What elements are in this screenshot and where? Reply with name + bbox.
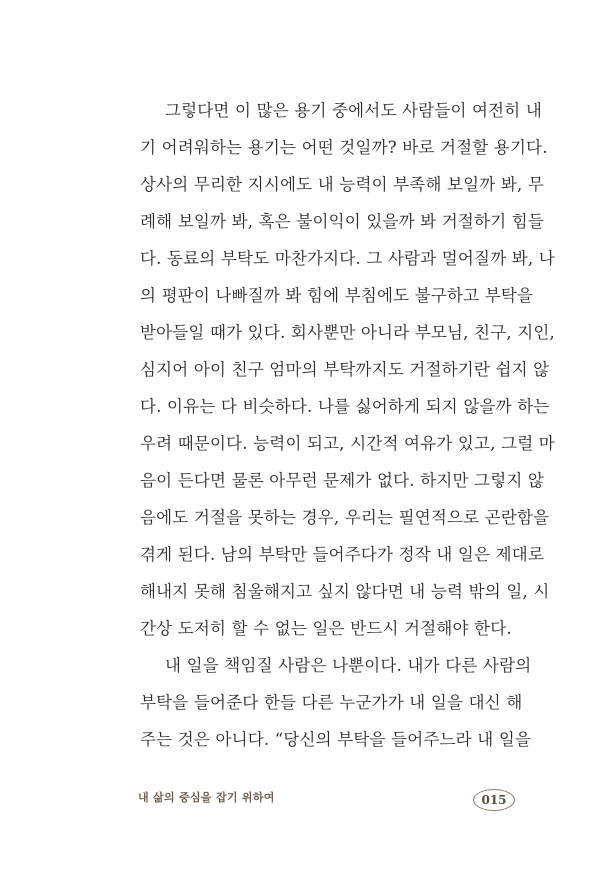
paragraph-2-line-2: 부탁을 들어준다 한들 다른 누군가가 내 일을 대신 해 <box>140 693 523 712</box>
paragraph-2-line-1: 내 일을 책임질 사람은 나뿐이다. 내가 다른 사람의 <box>165 656 532 675</box>
paragraph-1-line-11: 음이 든다면 물론 아무런 문제가 없다. 하지만 그렇지 않 <box>140 471 545 490</box>
paragraph-1-line-10: 우려 때문이다. 능력이 되고, 시간적 여유가 있고, 그럴 마 <box>140 434 555 453</box>
paragraph-1-line-14: 해내지 못해 침울해지고 싶지 않다면 내 능력 밖의 일, 시 <box>140 582 550 601</box>
running-footer-title: 내 삶의 중심을 잡기 위하여 <box>138 791 275 804</box>
paragraph-1-line-12: 음에도 거절을 못하는 경우, 우리는 필연적으로 곤란함을 <box>140 508 550 527</box>
paragraph-1-line-15: 간상 도저히 할 수 없는 일은 반드시 거절해야 한다. <box>140 619 512 638</box>
paragraph-1-line-4: 례해 보일까 봐, 혹은 불이익이 있을까 봐 거절하기 힘들 <box>140 212 545 231</box>
paragraph-1-line-13: 겪게 된다. 남의 부탁만 들어주다가 정작 내 일은 제대로 <box>140 545 545 564</box>
paragraph-1-line-6: 의 평판이 나빠질까 봐 힘에 부침에도 불구하고 부탁을 <box>140 286 534 305</box>
paragraph-1-line-3: 상사의 무리한 지시에도 내 능력이 부족해 보일까 봐, 무 <box>140 175 545 194</box>
paragraph-1-line-7: 받아들일 때가 있다. 회사뿐만 아니라 부모님, 친구, 지인, <box>140 323 555 342</box>
paragraph-1-line-8: 심지어 아이 친구 엄마의 부탁까지도 거절하기란 쉽지 않 <box>140 360 550 379</box>
body-text <box>140 92 555 758</box>
page-number-badge: 015 <box>473 789 515 811</box>
paragraph-1-line-9: 다. 이유는 다 비슷하다. 나를 싫어하게 되지 않을까 하는 <box>140 397 550 416</box>
paragraph-1-line-2: 기 어려워하는 용기는 어떤 것일까? 바로 거절할 용기다. <box>140 138 548 157</box>
paragraph-1-line-1: 그렇다면 이 많은 용기 중에서도 사람들이 여전히 내 <box>165 101 543 120</box>
paragraph-2-line-3: 주는 것은 아니다. “당신의 부탁을 들어주느라 내 일을 <box>140 730 532 749</box>
paragraph-1-line-5: 다. 동료의 부탁도 마찬가지다. 그 사람과 멀어질까 봐, 나 <box>140 249 555 268</box>
